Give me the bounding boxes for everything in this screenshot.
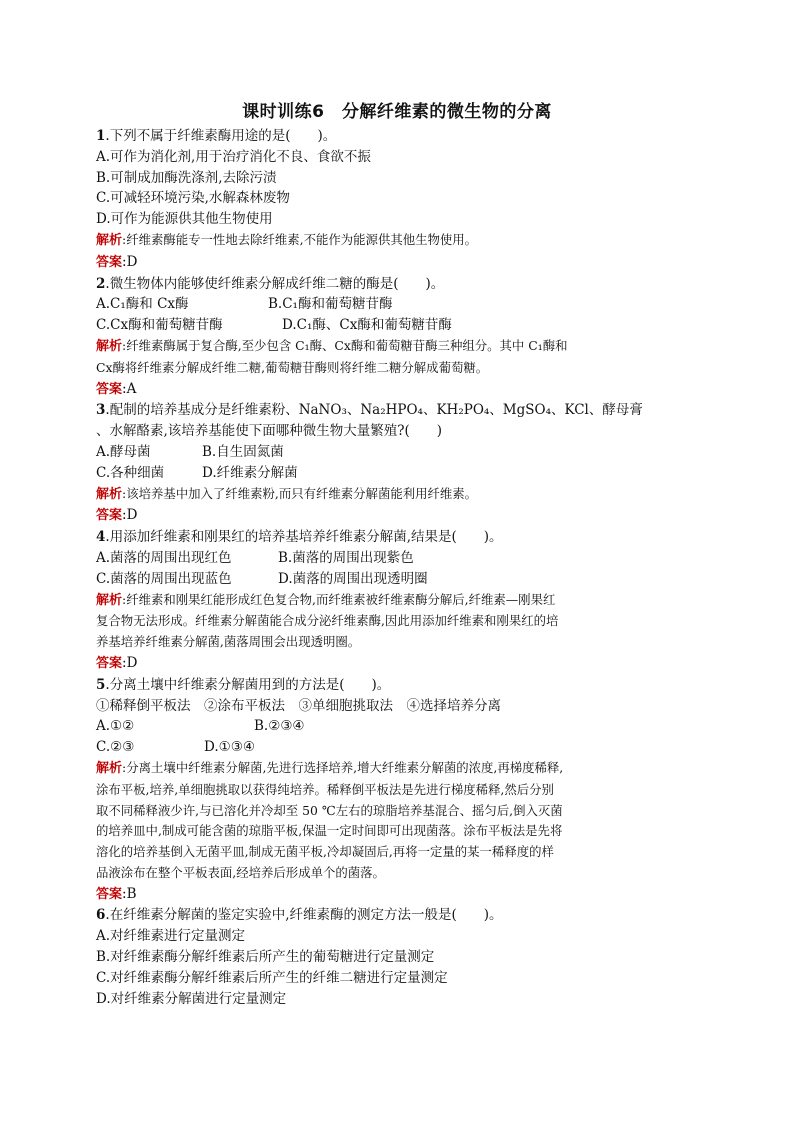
question-number: 1 — [96, 128, 106, 144]
q2-option-a: A.C₁酶和 Cx酶 — [96, 296, 189, 313]
q2-options-row-1 — [96, 294, 698, 315]
question-number: 5 — [96, 676, 106, 693]
q1-option-c: C.可减轻环境污染,水解森林废物 — [96, 190, 290, 207]
q5-analysis-cont-1: 涂布平板,培养,单细胞挑取以获得纯培养。稀释倒平板法是先进行梯度稀释,然后分别 — [96, 781, 554, 797]
question-4-stem — [96, 527, 698, 548]
answer-label: 答案 — [96, 508, 123, 524]
q4-option-b: B.菌落的周围出现紫色 — [278, 549, 414, 566]
answer-value: :D — [122, 654, 138, 671]
question-3-stem — [96, 400, 698, 421]
question-text: .在纤维素分解菌的鉴定实验中,纤维素酶的测定方法一般是( )。 — [105, 907, 503, 924]
q2-answer — [96, 379, 698, 401]
worksheet-page — [96, 100, 698, 1009]
question-text: .下列不属于纤维素酶用途的是( )。 — [105, 128, 337, 144]
question-1-stem — [96, 126, 698, 147]
analysis-label: 解析 — [96, 486, 123, 502]
answer-label: 答案 — [96, 886, 123, 902]
q6-option-d: D.对纤维素分解菌进行定量测定 — [96, 990, 287, 1007]
answer-label: 答案 — [96, 655, 123, 671]
q1-answer — [96, 252, 698, 274]
question-text: .微生物体内能够使纤维素分解成纤维二糖的酶是( )。 — [105, 275, 445, 292]
question-number: 3 — [96, 402, 106, 419]
answer-label: 答案 — [96, 254, 123, 270]
q5-analysis-cont-2: 取不同稀释液少许,与已溶化并冷却至 50 ℃左右的琼脂培养基混合、摇匀后,倒入灭菌 — [96, 802, 563, 818]
q5-options-row-2 — [96, 737, 698, 758]
q6-option-b: B.对纤维素酶分解纤维素后所产生的葡萄糖进行定量测定 — [96, 949, 435, 966]
analysis-text: :该培养基中加入了纤维素粉,而只有纤维素分解菌能利用纤维素。 — [122, 485, 478, 501]
q2-analysis — [96, 336, 698, 358]
question-text: .分离土壤中纤维素分解菌用到的方法是( )。 — [105, 676, 391, 693]
q5-option-d: D.①③④ — [204, 739, 255, 756]
q3-option-b: B.自生固氮菌 — [202, 443, 284, 460]
q3-options-row-1 — [96, 442, 698, 463]
q5-analysis-cont-5: 品液涂布在整个平板表面,经培养后形成单个的菌落。 — [96, 864, 385, 880]
q5-analysis-cont-3: 的培养皿中,制成可能含菌的琼脂平板,保温一定时间即可出现菌落。涂布平板法是先将 — [96, 823, 563, 839]
question-number: 4 — [96, 529, 106, 546]
q3-option-d: D.纤维素分解菌 — [202, 464, 298, 481]
analysis-text: :纤维素酶能专一性地去除纤维素,不能作为能源供其他生物使用。 — [122, 231, 478, 247]
q3-option-c: C.各种细菌 — [96, 464, 165, 481]
q5-analysis-cont-4: 溶化的培养基倒入无菌平皿,制成无菌平板,冷却凝固后,再将一定量的某一稀释度的样 — [96, 844, 554, 860]
q4-option-a: A.菌落的周围出现红色 — [96, 549, 232, 566]
q4-answer — [96, 653, 698, 675]
q4-analysis — [96, 590, 698, 612]
q6-option-a: A.对纤维素进行定量测定 — [96, 928, 246, 945]
q5-option-b: B.②③④ — [254, 718, 305, 735]
q5-options-row-1 — [96, 716, 698, 737]
question-number: 2 — [96, 275, 106, 292]
analysis-text: :纤维素酶属于复合酶,至少包含 C₁酶、Cx酶和葡萄糖苷酶三种组分。其中 C₁酶和 — [122, 337, 568, 353]
analysis-text: :分离土壤中纤维素分解菌,先进行选择培养,增大纤维素分解菌的浓度,再梯度稀释, — [122, 759, 564, 775]
q4-option-d: D.菌落的周围出现透明圈 — [278, 570, 428, 587]
question-3-stem-cont: 、水解酪素,该培养基能使下面哪种微生物大量繁殖?( ) — [96, 423, 443, 440]
q2-analysis-cont: Cx酶将纤维素分解成纤维二糖,葡萄糖苷酶则将纤维二糖分解成葡萄糖。 — [96, 359, 489, 375]
analysis-label: 解析 — [96, 760, 123, 776]
q4-analysis-cont-1: 复合物无法形成。纤维素分解菌能合成分泌纤维素酶,因此用添加纤维素和刚果红的培 — [96, 613, 559, 629]
analysis-text: :纤维素和刚果红能形成红色复合物,而纤维素被纤维素酶分解后,纤维素—刚果红 — [122, 591, 556, 607]
q6-option-c: C.对纤维素酶分解纤维素后所产生的纤维二糖进行定量测定 — [96, 969, 448, 986]
q3-answer — [96, 505, 698, 527]
answer-value: :D — [122, 507, 138, 524]
q4-analysis-cont-2: 养基培养纤维素分解菌,菌落周围会出现透明圈。 — [96, 634, 361, 650]
question-2-stem — [96, 274, 698, 295]
q5-answer — [96, 884, 698, 906]
q4-options-row-2 — [96, 569, 698, 590]
q1-option-a: A.可作为消化剂,用于治疗消化不良、食欲不振 — [96, 148, 371, 165]
q1-option-d: D.可作为能源供其他生物使用 — [96, 211, 273, 228]
page-title: 课时训练6 分解纤维素的微生物的分离 — [242, 102, 552, 122]
q1-option-b: B.可制成加酶洗涤剂,去除污渍 — [96, 169, 277, 186]
question-number: 6 — [96, 907, 106, 924]
q2-options-row-2 — [96, 315, 698, 336]
q4-option-c: C.菌落的周围出现蓝色 — [96, 570, 232, 587]
q3-option-a: A.酵母菌 — [96, 443, 151, 460]
answer-label: 答案 — [96, 381, 123, 397]
q5-analysis — [96, 758, 698, 780]
analysis-label: 解析 — [96, 338, 123, 354]
answer-value: :D — [122, 253, 138, 270]
answer-value: :B — [122, 885, 137, 902]
answer-value: :A — [122, 380, 137, 397]
q2-option-d: D.C₁酶、Cx酶和葡萄糖苷酶 — [282, 317, 452, 334]
q2-option-b: B.C₁酶和葡萄糖苷酶 — [268, 296, 393, 313]
q4-options-row-1 — [96, 548, 698, 569]
q2-option-c: C.Cx酶和葡萄糖苷酶 — [96, 317, 223, 334]
q5-option-c: C.②③ — [96, 739, 135, 756]
q3-analysis — [96, 484, 698, 506]
q5-option-a: A.①② — [96, 718, 135, 735]
q3-options-row-2 — [96, 463, 698, 484]
question-text: .配制的培养基成分是纤维素粉、NaNO₃、Na₂HPO₄、KH₂PO₄、MgSO₄、KCl、酵母膏 — [105, 402, 643, 419]
q5-items: ①稀释倒平板法 ②涂布平板法 ③单细胞挑取法 ④选择培养分离 — [96, 697, 501, 714]
question-6-stem — [96, 905, 698, 926]
analysis-label: 解析 — [96, 592, 123, 608]
question-5-stem — [96, 675, 698, 696]
q1-analysis — [96, 230, 698, 252]
question-text: .用添加纤维素和刚果红的培养基培养纤维素分解菌,结果是( )。 — [105, 529, 503, 546]
analysis-label: 解析 — [96, 232, 123, 248]
